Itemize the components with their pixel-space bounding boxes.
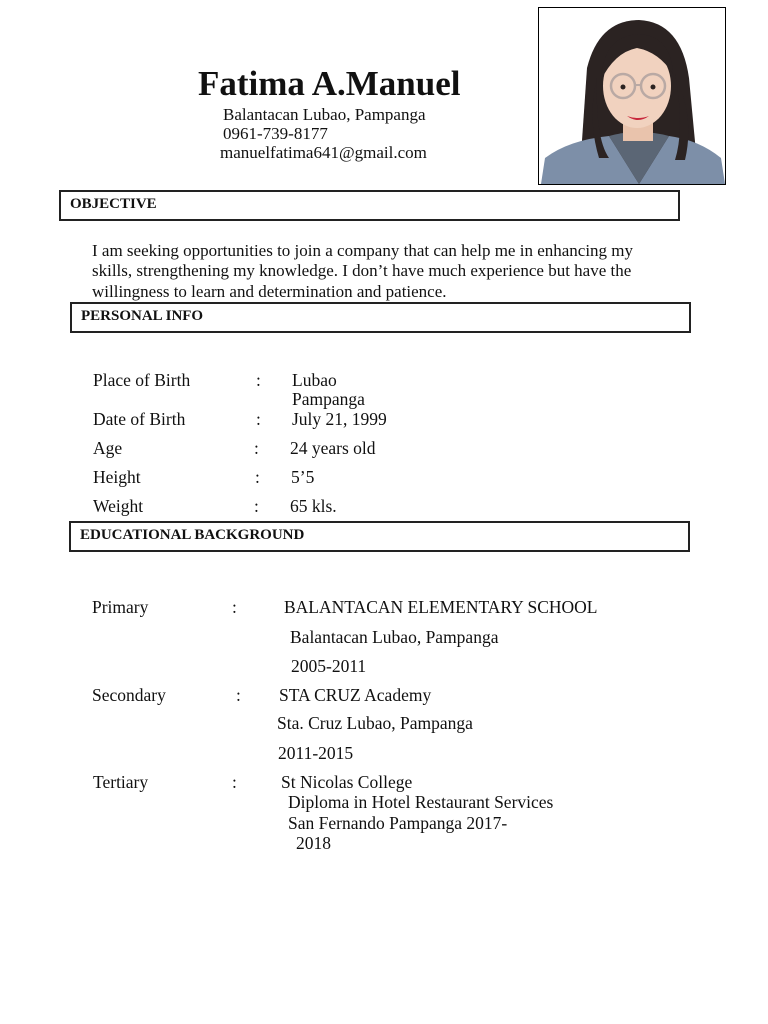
place-of-birth-value-2: Pampanga xyxy=(292,389,365,409)
tertiary-label: Tertiary xyxy=(93,772,149,792)
email-address: manuelfatima641@gmail.com xyxy=(220,143,427,162)
personal-info-section-header xyxy=(70,302,691,333)
secondary-years: 2011-2015 xyxy=(278,743,354,763)
primary-years: 2005-2011 xyxy=(291,656,367,676)
secondary-school: STA CRUZ Academy xyxy=(279,685,432,705)
education-title: EDUCATIONAL BACKGROUND xyxy=(80,527,305,543)
tertiary-school: St Nicolas College xyxy=(281,772,413,792)
objective-line-1: I am seeking opportunities to join a company that can help me in enhancing my xyxy=(92,241,634,260)
objective-title: OBJECTIVE xyxy=(70,196,157,212)
primary-label: Primary xyxy=(92,597,149,617)
weight-value: 65 kls. xyxy=(290,496,337,516)
height-value: 5’5 xyxy=(291,467,315,487)
objective-line-2: skills, strengthening my knowledge. I don’t have much experience but have the xyxy=(92,261,632,280)
place-of-birth-label: Place of Birth xyxy=(93,370,191,390)
education-section-header xyxy=(69,521,690,552)
secondary-sep: : xyxy=(236,685,241,705)
tertiary-sep: : xyxy=(232,772,237,792)
tertiary-location-years: San Fernando Pampanga 2017- xyxy=(288,813,508,833)
age-label: Age xyxy=(93,438,123,458)
place-of-birth-value: Lubao xyxy=(292,370,337,390)
primary-school: BALANTACAN ELEMENTARY SCHOOL xyxy=(284,597,598,617)
age-value: 24 years old xyxy=(290,438,376,458)
date-of-birth-sep: : xyxy=(256,409,261,429)
date-of-birth-label: Date of Birth xyxy=(93,409,186,429)
date-of-birth-value: July 21, 1999 xyxy=(292,409,387,429)
primary-location: Balantacan Lubao, Pampanga xyxy=(290,627,499,647)
phone-number: 0961-739-8177 xyxy=(223,124,328,143)
secondary-location: Sta. Cruz Lubao, Pampanga xyxy=(277,713,473,733)
place-of-birth-sep: : xyxy=(256,370,261,390)
profile-photo-icon xyxy=(539,8,725,184)
objective-section-header xyxy=(59,190,680,221)
address: Balantacan Lubao, Pampanga xyxy=(223,105,426,124)
weight-sep: : xyxy=(254,496,259,516)
tertiary-year-end: 2018 xyxy=(296,833,331,853)
objective-line-3: willingness to learn and determination and patience. xyxy=(92,282,447,301)
personal-info-title: PERSONAL INFO xyxy=(81,308,204,324)
secondary-label: Secondary xyxy=(92,685,166,705)
age-sep: : xyxy=(254,438,259,458)
profile-photo xyxy=(538,7,726,185)
primary-sep: : xyxy=(232,597,237,617)
tertiary-program: Diploma in Hotel Restaurant Services xyxy=(288,792,554,812)
height-sep: : xyxy=(255,467,260,487)
weight-label: Weight xyxy=(93,496,144,516)
applicant-name: Fatima A.Manuel xyxy=(198,64,461,103)
height-label: Height xyxy=(93,467,141,487)
